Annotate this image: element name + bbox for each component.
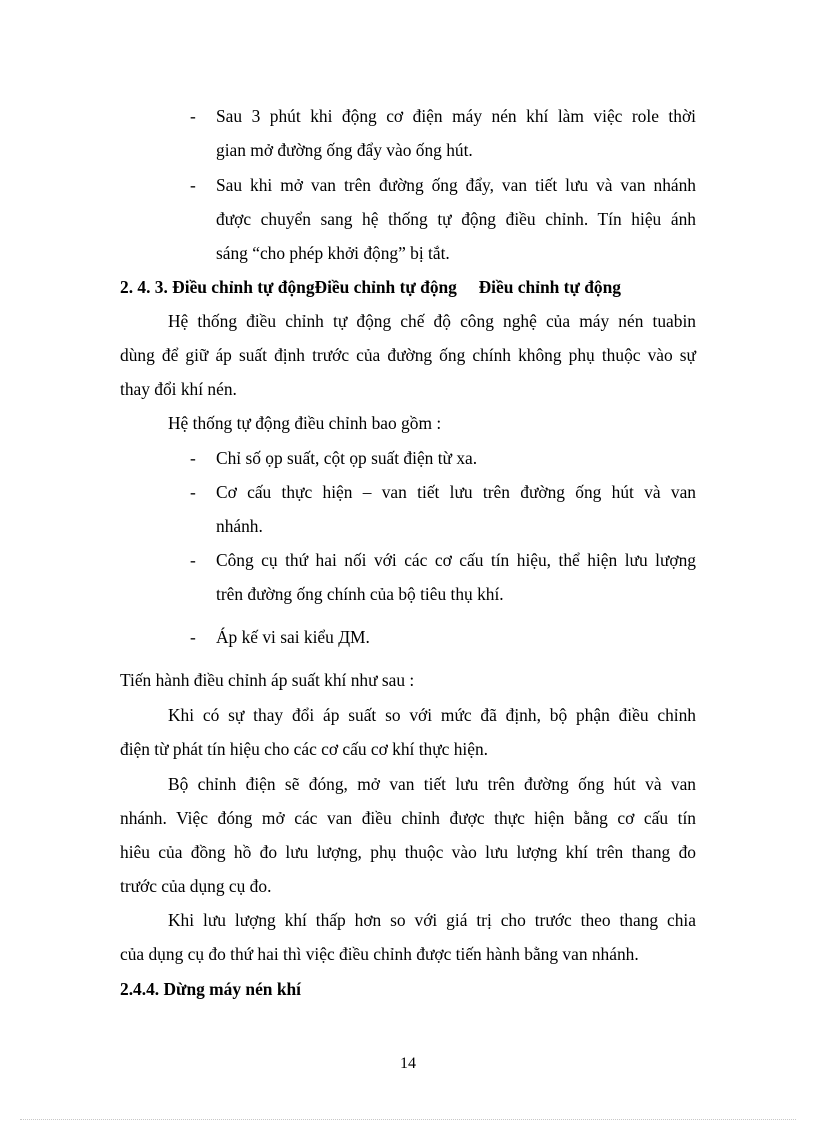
paragraph-line: Tiến hành điều chỉnh áp suất khí như sau : [120,670,415,690]
bullet-line: sáng “cho phép khởi động” bị tắt. [216,243,450,263]
paragraph-line: thay đổi khí nén. [120,379,237,399]
bullet-dash: - [190,175,196,195]
bullet-line: Sau 3 phút khi động cơ điện máy nén khí làm việc role thời [216,106,696,126]
bullet-line: nhánh. [216,516,263,536]
page-number: 14 [400,1055,416,1072]
page-bottom-rule [20,1119,796,1120]
paragraph-line: Bộ chỉnh điện sẽ đóng, mở van tiết lưu trên đường ống hút và van [168,774,696,794]
bullet-dash: - [190,482,196,502]
bullet-line: Công cụ thứ hai nối với các cơ cấu tín hiệu, thể hiện lưu lượng [216,550,696,570]
section-heading-2-4-4: 2.4.4. Dừng máy nén khí [120,979,301,999]
bullet-dash: - [190,627,196,647]
paragraph-line: Khi lưu lượng khí thấp hơn so với giá trị cho trước theo thang chia [168,910,696,930]
bullet-dash: - [190,448,196,468]
bullet-dash: - [190,550,196,570]
paragraph-line: dùng để giữ áp suất định trước của đường ống chính không phụ thuộc vào sự [120,345,696,365]
bullet-line: trên đường ống chính của bộ tiêu thụ khí. [216,584,504,604]
paragraph-line: trước của dụng cụ đo. [120,876,272,896]
bullet-line: Cơ cấu thực hiện – van tiết lưu trên đường ống hút và van [216,482,696,502]
paragraph-line: nhánh. Việc đóng mở các van điều chỉnh được thực hiện bằng cơ cấu tín [120,808,696,828]
paragraph-line: Hệ thống tự động điều chỉnh bao gồm : [168,413,442,433]
bullet-line: gian mở đường ống đẩy vào ống hút. [216,140,473,160]
bullet-line: Sau khi mở van trên đường ống đẩy, van tiết lưu và van nhánh [216,175,696,195]
paragraph-line: của dụng cụ đo thứ hai thì việc điều chỉnh được tiến hành bằng van nhánh. [120,944,639,964]
paragraph-line: điện từ phát tín hiệu cho các cơ cấu cơ khí thực hiện. [120,739,489,759]
paragraph-line: Khi có sự thay đổi áp suất so với mức đã định, bộ phận điều chỉnh [168,705,696,725]
bullet-line: Áp kế vi sai kiểu ДМ. [216,627,370,647]
section-heading-2-4-3: 2. 4. 3. Điều chỉnh tự độngĐiều chỉnh tự động Điều chỉnh tự động [120,277,621,297]
bullet-line: được chuyển sang hệ thống tự động điều chỉnh. Tín hiệu ánh [216,209,696,229]
bullet-line: Chỉ số ọp suất, cột ọp suất điện từ xa. [216,448,478,468]
paragraph-line: hiêu của đồng hồ đo lưu lượng, phụ thuộc vào lưu lượng khí trên thang đo [120,842,696,862]
bullet-dash: - [190,106,196,126]
paragraph-line: Hệ thống điều chỉnh tự động chế độ công nghệ của máy nén tuabin [168,311,696,331]
